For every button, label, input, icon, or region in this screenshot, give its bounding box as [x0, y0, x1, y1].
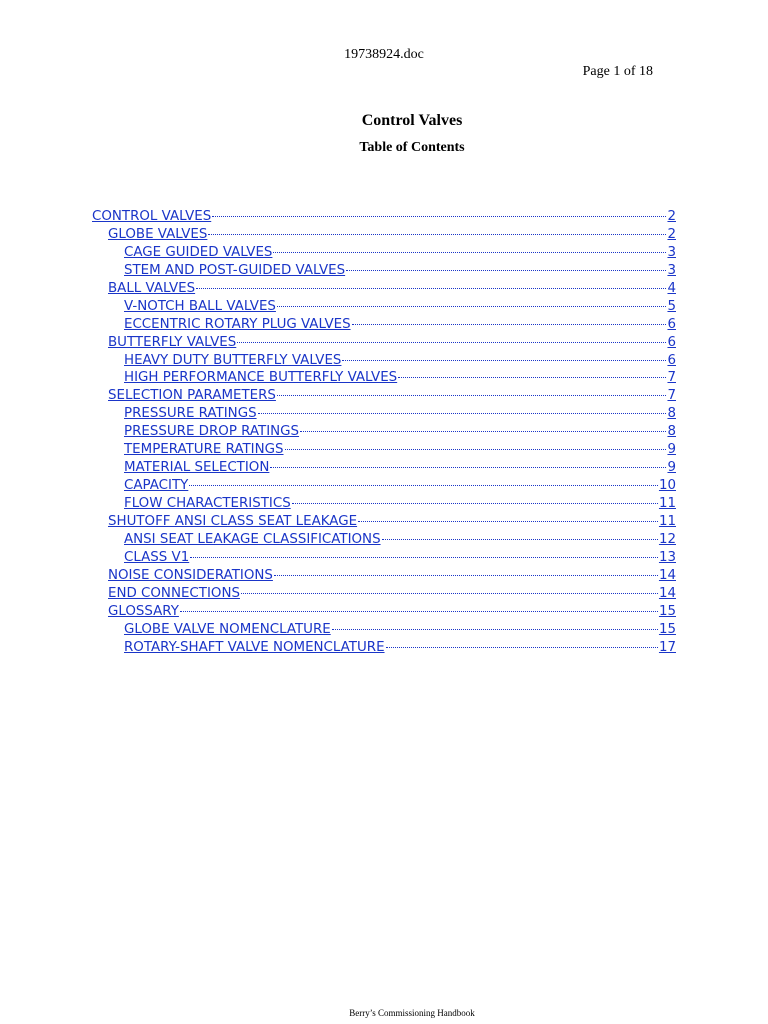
toc-entry-page: 7 [667, 388, 676, 404]
toc-entry-page: 12 [658, 531, 676, 547]
toc-dot-leader [382, 539, 658, 540]
toc-entry-label: CONTROL VALVES [92, 209, 212, 224]
toc-entry-label: SELECTION PARAMETERS [108, 388, 276, 404]
toc-entry-label: GLOBE VALVE NOMENCLATURE [124, 621, 331, 637]
toc-entry-label: ANSI SEAT LEAKAGE CLASSIFICATIONS [124, 531, 381, 547]
toc-dot-leader [270, 467, 666, 468]
toc-entry[interactable] [92, 567, 676, 585]
table-of-contents [92, 208, 676, 656]
toc-entry-label: END CONNECTIONS [108, 585, 240, 601]
toc-entry-label: GLOBE VALVES [108, 226, 208, 242]
toc-entry[interactable] [92, 208, 676, 226]
toc-dot-leader [398, 377, 666, 378]
toc-dot-leader [212, 216, 666, 217]
toc-entry[interactable] [92, 387, 676, 405]
toc-entry[interactable] [92, 495, 676, 513]
toc-entry[interactable] [92, 405, 676, 423]
toc-entry-page: 3 [667, 262, 676, 278]
toc-entry-page: 6 [667, 334, 676, 350]
toc-dot-leader [196, 288, 666, 289]
toc-entry-page: 2 [667, 209, 676, 224]
toc-entry-page: 14 [658, 585, 676, 601]
toc-entry-page: 17 [658, 639, 676, 655]
toc-dot-leader [285, 449, 667, 450]
toc-entry-page: 6 [667, 316, 676, 332]
document-title: Control Valves [361, 112, 463, 129]
toc-entry-page: 3 [667, 244, 676, 260]
toc-entry-label: ROTARY-SHAFT VALVE NOMENCLATURE [124, 639, 385, 655]
toc-entry-page: 4 [667, 280, 676, 296]
toc-entry-page: 7 [667, 370, 676, 386]
toc-dot-leader [352, 324, 667, 325]
toc-dot-leader [274, 575, 658, 576]
toc-entry-label: CAPACITY [124, 478, 189, 494]
toc-entry[interactable] [92, 531, 676, 549]
toc-dot-leader [190, 557, 658, 558]
toc-entry-page: 6 [667, 352, 676, 368]
toc-dot-leader [180, 611, 658, 612]
toc-entry-page: 10 [658, 478, 676, 494]
toc-entry[interactable] [92, 513, 676, 531]
toc-entry-page: 8 [667, 424, 676, 440]
toc-dot-leader [241, 593, 658, 594]
toc-entry-label: V-NOTCH BALL VALVES [124, 298, 276, 314]
toc-entry[interactable] [92, 603, 676, 621]
toc-entry-page: 8 [667, 406, 676, 422]
toc-dot-leader [277, 395, 667, 396]
toc-entry-page: 9 [667, 442, 676, 458]
toc-entry-page: 15 [658, 621, 676, 637]
toc-entry-label: CAGE GUIDED VALVES [124, 244, 273, 260]
toc-entry-page: 2 [667, 226, 676, 242]
toc-dot-leader [208, 234, 666, 235]
toc-entry-label: CLASS V1 [124, 549, 190, 565]
toc-dot-leader [300, 431, 666, 432]
toc-entry-label: PRESSURE DROP RATINGS [124, 424, 300, 440]
toc-entry-label: NOISE CONSIDERATIONS [108, 567, 273, 583]
page-footer: Berry’s Commissioning Handbook [349, 1008, 475, 1018]
toc-entry-page: 11 [658, 513, 676, 529]
toc-entry-page: 9 [667, 460, 676, 476]
document-filename: 19738924.doc [344, 47, 424, 62]
toc-entry[interactable] [92, 316, 676, 334]
toc-entry[interactable] [92, 352, 676, 370]
toc-entry[interactable] [92, 244, 676, 262]
toc-dot-leader [258, 413, 667, 414]
toc-entry-page: 5 [667, 298, 676, 314]
toc-entry[interactable] [92, 423, 676, 441]
toc-entry-page: 13 [658, 549, 676, 565]
toc-entry-label: GLOSSARY [108, 603, 179, 619]
toc-entry-label: FLOW CHARACTERISTICS [124, 496, 291, 511]
toc-entry-page: 11 [658, 496, 676, 511]
toc-entry[interactable] [92, 639, 676, 657]
toc-dot-leader [292, 503, 658, 504]
toc-dot-leader [277, 306, 667, 307]
toc-entry-page: 15 [658, 603, 676, 619]
toc-entry[interactable] [92, 621, 676, 639]
toc-dot-leader [358, 521, 658, 522]
toc-dot-leader [346, 270, 666, 271]
toc-entry-label: HIGH PERFORMANCE BUTTERFLY VALVES [124, 370, 398, 386]
toc-entry-label: BALL VALVES [108, 280, 196, 296]
toc-dot-leader [386, 647, 658, 648]
toc-entry[interactable] [92, 477, 676, 495]
toc-dot-leader [189, 485, 658, 486]
toc-entry-label: HEAVY DUTY BUTTERFLY VALVES [124, 352, 342, 368]
toc-entry[interactable] [92, 459, 676, 477]
toc-entry[interactable] [92, 334, 676, 352]
toc-entry[interactable] [92, 369, 676, 387]
toc-entry-label: STEM AND POST-GUIDED VALVES [124, 262, 346, 278]
toc-entry[interactable] [92, 262, 676, 280]
toc-entry[interactable] [92, 226, 676, 244]
toc-entry[interactable] [92, 441, 676, 459]
toc-entry[interactable] [92, 280, 676, 298]
toc-entry-label: SHUTOFF ANSI CLASS SEAT LEAKAGE [108, 513, 358, 529]
toc-dot-leader [342, 360, 666, 361]
toc-heading: Table of Contents [359, 140, 465, 155]
toc-entry[interactable] [92, 549, 676, 567]
toc-dot-leader [237, 342, 666, 343]
page-number: Page 1 of 18 [582, 64, 653, 79]
toc-entry-label: BUTTERFLY VALVES [108, 334, 237, 350]
toc-dot-leader [332, 629, 658, 630]
toc-entry-label: ECCENTRIC ROTARY PLUG VALVES [124, 316, 351, 332]
toc-entry-label: PRESSURE RATINGS [124, 406, 257, 422]
toc-entry[interactable] [92, 298, 676, 316]
toc-dot-leader [273, 252, 666, 253]
toc-entry-label: MATERIAL SELECTION [124, 460, 270, 476]
toc-entry-page: 14 [658, 567, 676, 583]
toc-entry[interactable] [92, 585, 676, 603]
toc-entry-label: TEMPERATURE RATINGS [124, 442, 284, 458]
